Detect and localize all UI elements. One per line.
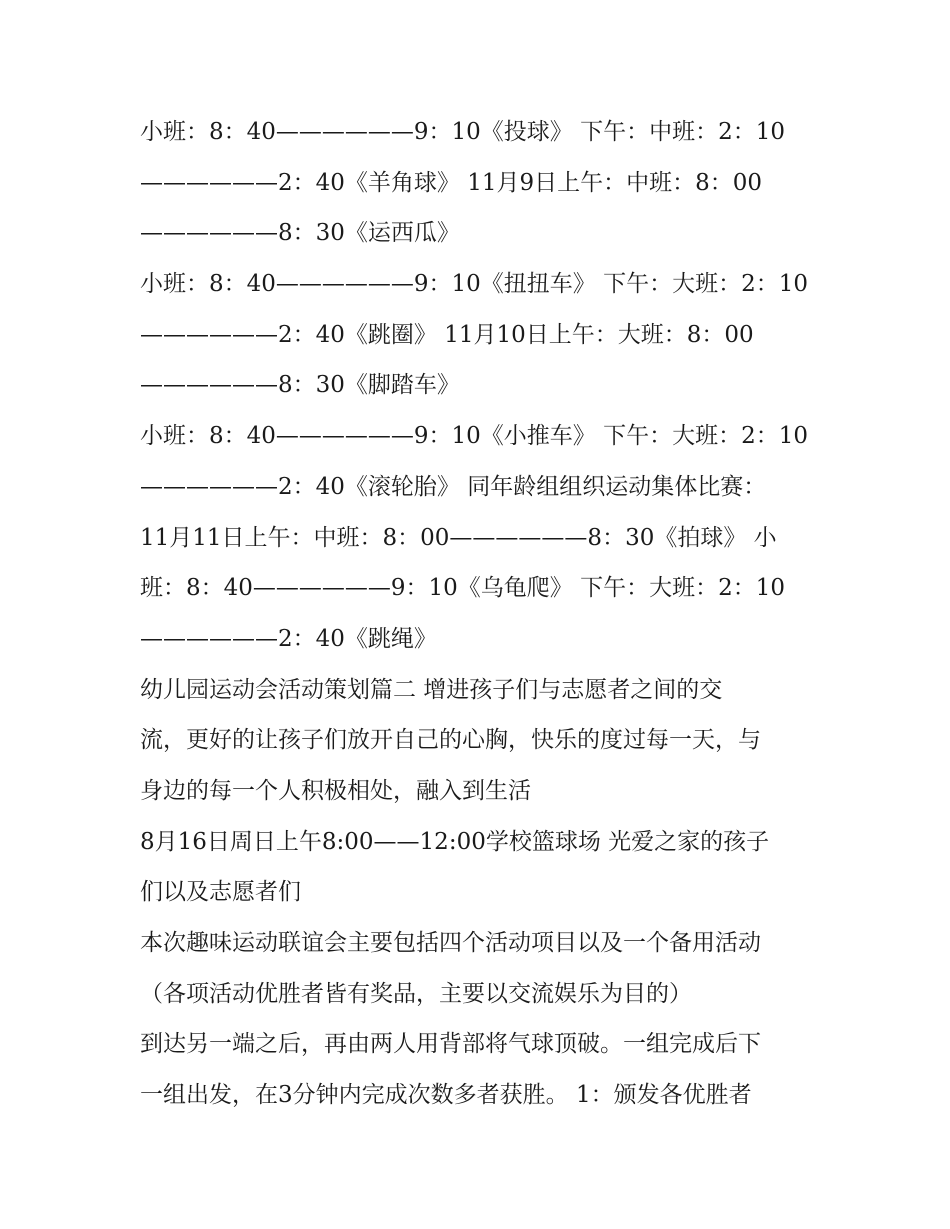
text-line: 11月11日上午：中班：8：00——————8：30《拍球》 小 [140, 524, 777, 551]
text-line: 8月16日周日上午8:00——12:00学校篮球场 光爱之家的孩子 [140, 828, 770, 855]
text-line: 流，更好的让孩子们放开自己的心胸，快乐的度过每一天，与 [140, 727, 761, 754]
text-line: ——————2：40《跳圈》 11月10日上午：大班：8：00 [140, 321, 754, 348]
text-line: ——————8：30《运西瓜》 [140, 220, 460, 247]
text-line: 小班：8：40——————9：10《扭扭车》 下午：大班：2：10 [140, 271, 809, 298]
text-line: 小班：8：40——————9：10《投球》 下午：中班：2：10 [140, 119, 786, 145]
text-line: （各项活动优胜者皆有奖品，主要以交流娱乐为目的） [140, 980, 692, 1007]
text-line: ——————2：40《羊角球》 11月9日上午：中班：8：00 [140, 169, 763, 196]
text-line: 班：8：40——————9：10《乌龟爬》 下午：大班：2：10 [140, 575, 786, 602]
text-line: 小班：8：40——————9：10《小推车》 下午：大班：2：10 [140, 423, 809, 450]
text-line: 本次趣味运动联谊会主要包括四个活动项目以及一个备用活动 [140, 930, 761, 956]
document-body [140, 107, 820, 1121]
text-line: ——————8：30《脚踏车》 [140, 372, 460, 399]
text-line: 身边的每一个人积极相处，融入到生活 [140, 777, 531, 804]
section-title-line: 幼儿园运动会活动策划篇二 增进孩子们与志愿者之间的交 [140, 676, 723, 703]
text-line: ——————2：40《跳绳》 [140, 625, 437, 652]
text-line: 们以及志愿者们 [140, 879, 301, 906]
text-line: ——————2：40《滚轮胎》 同年龄组组织运动集体比赛： [140, 473, 767, 500]
text-line: 到达另一端之后，再由两人用背部将气球顶破。一组完成后下 [140, 1031, 761, 1058]
text-line: 一组出发，在3分钟内完成次数多者获胜。 1：颁发各优胜者 [140, 1082, 752, 1109]
